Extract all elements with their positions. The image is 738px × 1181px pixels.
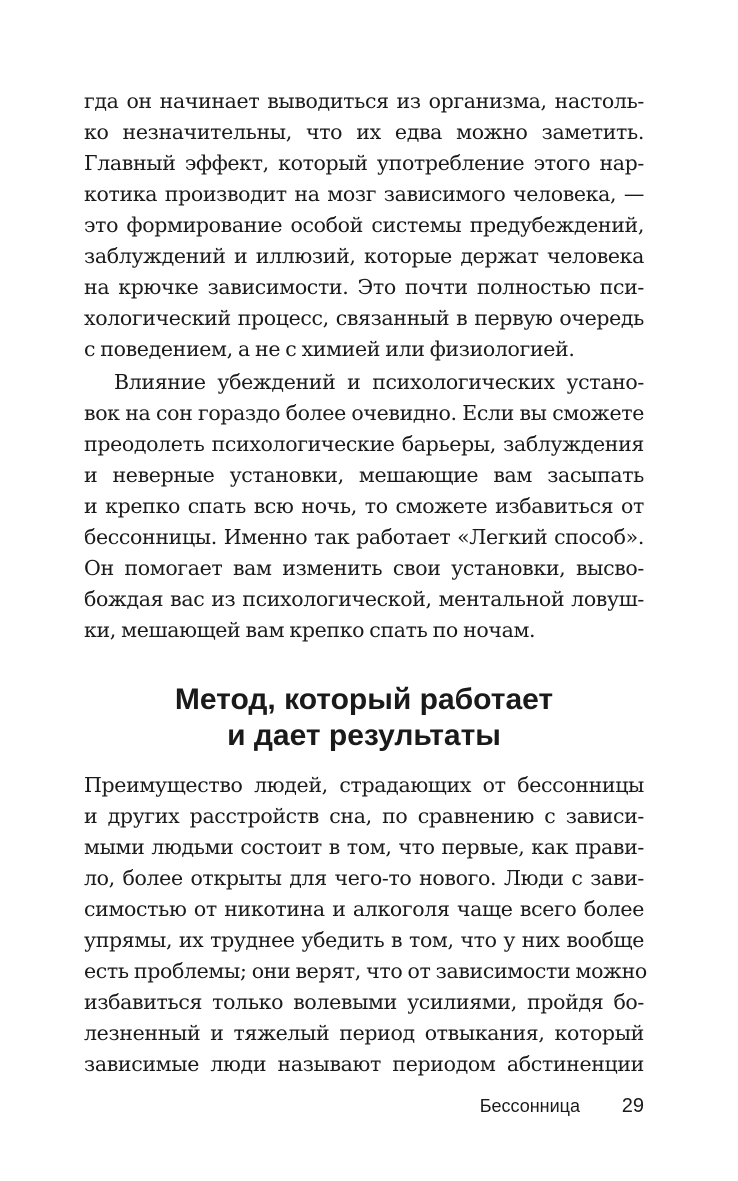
text-line: гда он начинает выводиться из организма, настоль- (84, 89, 644, 113)
text-line: симостью от никотина и алкоголя чаще всего более (84, 897, 644, 921)
running-title: Бессонница (479, 1096, 580, 1116)
paragraph-beliefs (84, 367, 644, 646)
text-line: бождая вас из психологической, ментальной ловуш- (84, 587, 644, 611)
text-line: это формирование особой системы предубеждений, (84, 213, 644, 237)
text-line: мыми людьми состоит в том, что первые, как прави- (84, 835, 644, 859)
text-line: избавиться только волевыми усилиями, пройдя бо- (84, 990, 644, 1014)
text-line: упрямы, их труднее убедить в том, что у них вообще (84, 928, 644, 952)
text-line: вок на сон гораздо более очевидно. Если вы сможете (84, 401, 644, 425)
section-heading-line-2: и дает результаты (227, 719, 501, 752)
text-line: ки, мешающей вам крепко спать по ночам. (84, 618, 536, 642)
text-line: ко незначительны, что их едва можно заметить. (84, 120, 644, 144)
text-line: зависимые люди называют периодом абстиненции (84, 1052, 644, 1076)
text-line: заблуждений и иллюзий, которые держат человека (84, 244, 644, 268)
text-line: Влияние убеждений и психологических устано- (114, 370, 644, 394)
text-line: ло, более открыты для чего-то нового. Люди с зави- (84, 866, 644, 890)
text-line: Он помогает вам изменить свои установки, высво- (84, 556, 644, 580)
text-line: Преимущество людей, страдающих от бессонницы (84, 773, 644, 797)
text-line: преодолеть психологические барьеры, заблуждения (84, 432, 644, 456)
text-line: и неверные установки, мешающие вам засыпать (84, 463, 644, 487)
text-line: и крепко спать всю ночь, то сможете избавиться от (84, 494, 644, 518)
paragraph-method (84, 770, 647, 1080)
paragraph-continuation (84, 86, 644, 365)
page-body (84, 86, 647, 1080)
text-line: на крючке зависимости. Это почти полностью пси- (84, 275, 644, 299)
text-line: котика производит на мозг зависимого человека, — (84, 182, 644, 206)
section-heading-line-1: Метод, который работает (174, 683, 554, 716)
text-line: хологический процесс, связанный в первую очередь (84, 306, 644, 330)
page-footer (84, 1092, 644, 1120)
text-line: Главный эффект, который употребление этого нар- (84, 151, 644, 175)
text-line: есть проблемы; они верят, что от зависимости можно (84, 959, 647, 983)
page-number: 29 (621, 1095, 644, 1117)
text-line: с поведением, а не с химией или физиологией. (84, 337, 575, 361)
section-heading (84, 682, 644, 754)
text-line: и других расстройств сна, по сравнению с зависи- (84, 804, 644, 828)
text-line: лезненный и тяжелый период отвыкания, который (84, 1021, 644, 1045)
text-line: бессонницы. Именно так работает «Легкий способ». (84, 525, 644, 549)
